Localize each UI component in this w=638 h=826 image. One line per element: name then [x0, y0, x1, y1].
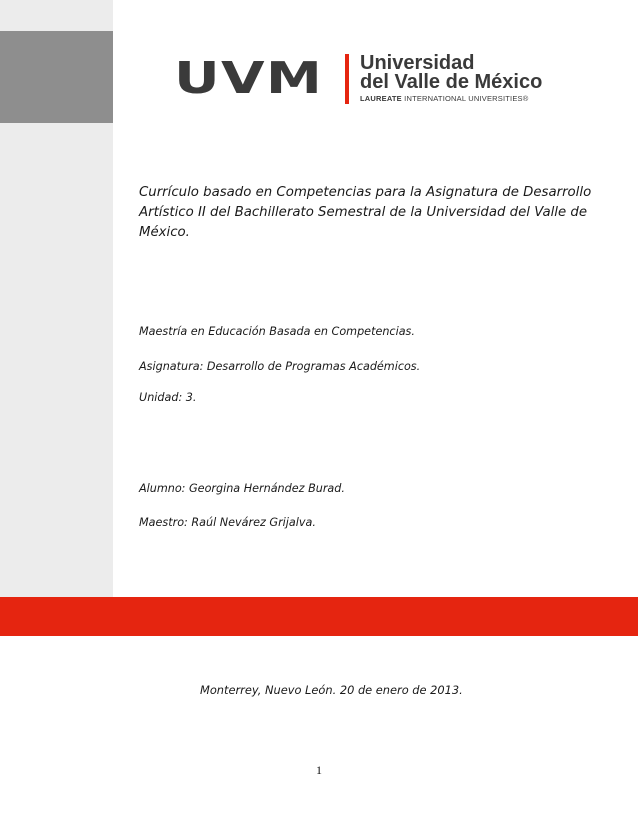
- red-decorative-band: [0, 597, 638, 636]
- grey-decorative-block: [0, 31, 113, 123]
- teacher-line: Maestro: Raúl Nevárez Grijalva.: [139, 516, 316, 529]
- page-number: 1: [316, 763, 322, 777]
- logo-tagline: [360, 95, 528, 103]
- logo-divider: [345, 54, 349, 104]
- logo-name-line2: del Valle de México: [360, 71, 543, 93]
- logo-mark: UVM: [174, 53, 324, 104]
- student-line: Alumno: Georgina Hernández Burad.: [139, 482, 345, 495]
- subject-line: Asignatura: Desarrollo de Programas Académicos.: [139, 360, 421, 373]
- logo-name-line1: Universidad: [360, 52, 475, 74]
- masters-program: Maestría en Educación Basada en Competencias.: [139, 325, 415, 338]
- logo-tag-rest: INTERNATIONAL UNIVERSITIES®: [401, 94, 529, 103]
- place-date-line: Monterrey, Nuevo León. 20 de enero de 2013.: [200, 683, 463, 697]
- unit-line: Unidad: 3.: [139, 391, 197, 404]
- logo-tag-bold: LAUREATE: [360, 94, 402, 103]
- document-title: Currículo basado en Competencias para la Asignatura de Desarrollo Artístico II del Bachillerato Semestral de la Universidad del Valle de México.: [139, 185, 592, 240]
- uvm-logo: [170, 48, 570, 108]
